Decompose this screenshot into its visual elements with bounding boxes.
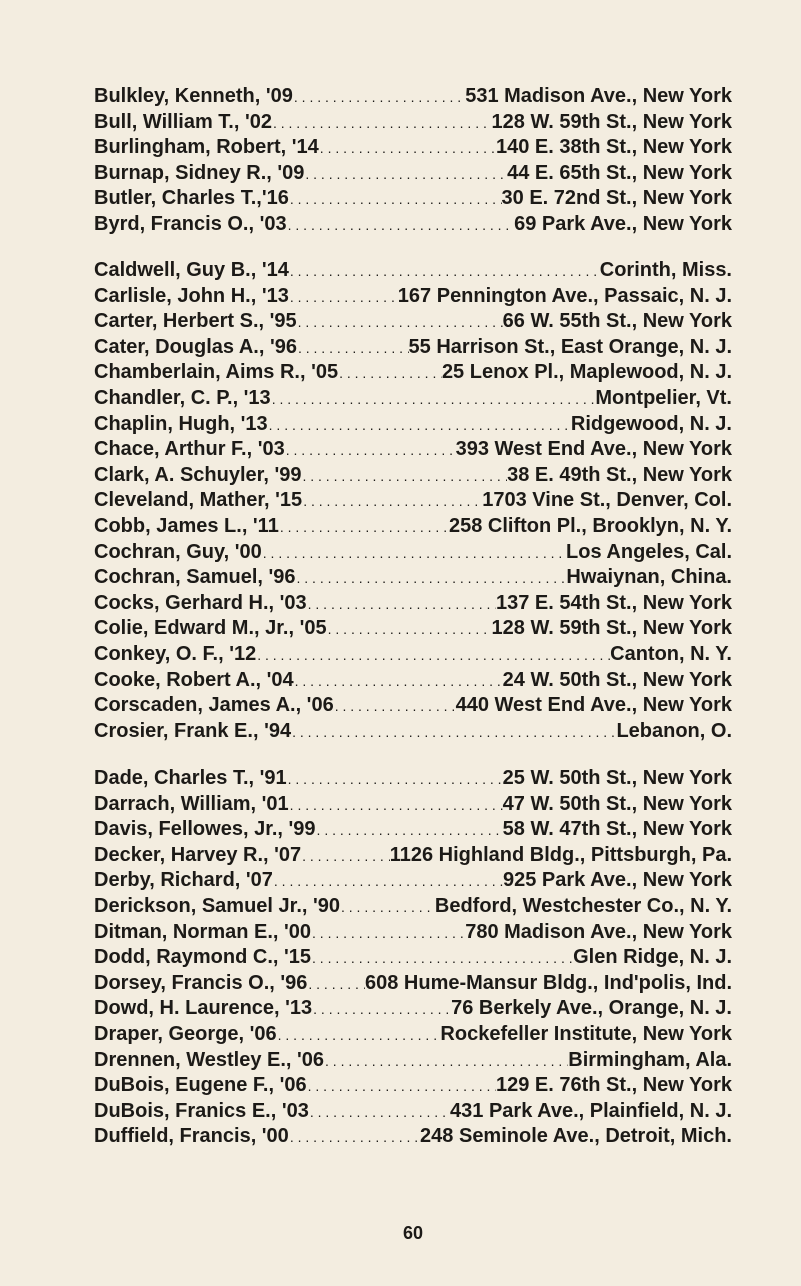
dot-leader: [289, 186, 502, 212]
entry-name: Chace, Arthur F., '03: [94, 438, 285, 461]
dot-leader: [309, 1099, 450, 1125]
dot-leader: [291, 719, 616, 745]
dot-leader: [340, 894, 435, 920]
directory-entry: [94, 212, 732, 238]
directory-entry: [94, 135, 732, 161]
directory-entry: [94, 894, 732, 920]
directory-entry: [94, 843, 732, 869]
entry-name: Derby, Richard, '07: [94, 869, 273, 892]
entry-address: 531 Madison Ave., New York: [465, 85, 732, 107]
entry-name: Cochran, Guy, '00: [94, 540, 262, 563]
dot-leader: [307, 591, 496, 617]
entry-name: Dowd, H. Laurence, '13: [94, 997, 313, 1020]
dot-leader: [301, 463, 507, 489]
dot-leader: [311, 945, 573, 971]
entry-group-c: [94, 258, 732, 744]
directory-entry: [94, 110, 732, 136]
directory-entry: [94, 1099, 732, 1125]
directory-entry: [94, 945, 732, 971]
entry-name: Ditman, Norman E., '00: [94, 920, 312, 943]
dot-leader: [311, 920, 465, 946]
dot-leader: [273, 868, 503, 894]
entry-address: Lebanon, O.: [616, 719, 732, 742]
entry-address: 47 W. 50th St., New York: [502, 792, 732, 815]
directory-entry: [94, 463, 732, 489]
directory-entry: [94, 437, 732, 463]
directory-entry: [94, 258, 732, 284]
directory-entry: [94, 284, 732, 310]
entry-name: Burnap, Sidney R., '09: [94, 161, 305, 184]
entry-address: Montpelier, Vt.: [595, 386, 732, 409]
directory-entry: [94, 1073, 732, 1099]
entry-address: 258 Clifton Pl., Brooklyn, N. Y.: [448, 514, 732, 537]
entry-address: 129 E. 76th St., New York: [495, 1074, 732, 1097]
dot-leader: [324, 1048, 568, 1074]
dot-leader: [272, 110, 492, 136]
entry-name: Darrach, William, '01: [94, 792, 289, 815]
dot-leader: [277, 1022, 441, 1048]
entry-name: Dade, Charles T., '91: [94, 767, 287, 789]
entry-name: Decker, Harvey R., '07: [94, 843, 302, 866]
entry-name: Bull, William T., '02: [94, 110, 272, 133]
dot-leader: [289, 258, 600, 284]
directory-entry: [94, 565, 732, 591]
directory-entry: [94, 996, 732, 1022]
entry-group-b: [94, 84, 732, 238]
entry-address: 1703 Vine St., Denver, Col.: [482, 489, 732, 512]
entry-name: Conkey, O. F., '12: [94, 642, 257, 665]
dot-leader: [289, 792, 503, 818]
entry-name: Carlisle, John H., '13: [94, 284, 289, 307]
dot-leader: [302, 488, 482, 514]
entry-address: 128 W. 59th St., New York: [491, 110, 732, 133]
entry-name: Byrd, Francis O., '03: [94, 212, 287, 235]
entry-address: 1126 Highland Bldg., Pittsburgh, Pa.: [389, 843, 732, 866]
entry-address: 128 W. 59th St., New York: [491, 617, 732, 640]
directory-entry: [94, 335, 732, 361]
dot-leader: [279, 514, 449, 540]
directory-entry: [94, 693, 732, 719]
entry-name: Colie, Edward M., Jr., '05: [94, 617, 327, 640]
entry-address: 76 Berkely Ave., Orange, N. J.: [451, 997, 732, 1020]
entry-address: Hwaiynan, China.: [566, 566, 732, 589]
dot-leader: [287, 212, 514, 238]
entry-name: Dorsey, Francis O., '96: [94, 971, 308, 994]
entry-address: 431 Park Ave., Plainfield, N. J.: [450, 1099, 732, 1122]
entry-name: Cochran, Samuel, '96: [94, 566, 296, 589]
directory-entry: [94, 412, 732, 438]
dot-leader: [256, 642, 610, 668]
entry-address: 30 E. 72nd St., New York: [501, 187, 732, 210]
directory-entry: [94, 868, 732, 894]
dot-leader: [338, 360, 442, 386]
entry-address: 25 W. 50th St., New York: [502, 767, 732, 789]
entry-name: Chandler, C. P., '13: [94, 386, 271, 409]
directory-entry: [94, 309, 732, 335]
directory-entry: [94, 1048, 732, 1074]
directory-entry: [94, 1022, 732, 1048]
entry-address: 25 Lenox Pl., Maplewood, N. J.: [441, 361, 732, 384]
entry-name: Corscaden, James A., '06: [94, 694, 334, 717]
directory-page: [94, 0, 732, 1286]
entry-name: Clark, A. Schuyler, '99: [94, 463, 302, 486]
entry-address: 167 Pennington Ave., Passaic, N. J.: [397, 284, 732, 307]
directory-entry: [94, 817, 732, 843]
entry-name: Chaplin, Hugh, '13: [94, 412, 268, 435]
dot-leader: [268, 412, 571, 438]
entry-address: 248 Seminole Ave., Detroit, Mich.: [420, 1125, 732, 1148]
directory-entry: [94, 971, 732, 997]
dot-leader: [307, 1073, 496, 1099]
directory-entry: [94, 642, 732, 668]
entry-address: 55 Harrison St., East Orange, N. J.: [408, 335, 732, 358]
directory-entry: [94, 540, 732, 566]
dot-leader: [287, 766, 503, 792]
entry-name: Davis, Fellowes, Jr., '99: [94, 818, 316, 841]
dot-leader: [285, 437, 456, 463]
dot-leader: [271, 386, 596, 412]
entry-address: 44 E. 65th St., New York: [507, 161, 732, 184]
entry-name: Chamberlain, Aims R., '05: [94, 361, 339, 384]
entry-address: Ridgewood, N. J.: [570, 412, 732, 435]
entry-address: 66 W. 55th St., New York: [502, 310, 732, 333]
directory-entry: [94, 84, 732, 110]
entry-address: Los Angeles, Cal.: [566, 540, 732, 563]
entry-name: Cooke, Robert A., '04: [94, 668, 294, 691]
dot-leader: [294, 668, 503, 694]
directory-entry: [94, 386, 732, 412]
entry-name: Cocks, Gerhard H., '03: [94, 591, 307, 614]
directory-entry: [94, 186, 732, 212]
dot-leader: [307, 971, 365, 997]
entry-name: Cater, Douglas A., '96: [94, 335, 297, 358]
directory-entry: [94, 514, 732, 540]
entry-name: Carter, Herbert S., '95: [94, 310, 297, 333]
entry-address: 24 W. 50th St., New York: [502, 668, 732, 691]
directory-entry: [94, 1124, 732, 1150]
dot-leader: [262, 540, 566, 566]
entry-address: 608 Hume-Mansur Bldg., Ind'polis, Ind.: [364, 971, 732, 994]
entry-name: Duffield, Francis, '00: [94, 1125, 289, 1148]
entry-name: Cobb, James L., '11: [94, 514, 279, 537]
entry-address: Corinth, Miss.: [599, 259, 732, 281]
directory-entry: [94, 920, 732, 946]
entry-address: Canton, N. Y.: [610, 642, 732, 665]
entry-address: 58 W. 47th St., New York: [502, 818, 732, 841]
dot-leader: [327, 616, 492, 642]
directory-entry: [94, 719, 732, 745]
entry-name: Crosier, Frank E., '94: [94, 719, 292, 742]
page-number: 60: [402, 1223, 424, 1243]
entry-address: 925 Park Ave., New York: [502, 869, 732, 892]
entry-address: Rockefeller Institute, New York: [440, 1022, 732, 1045]
directory-entry: [94, 488, 732, 514]
dot-leader: [297, 335, 409, 361]
entry-name: Caldwell, Guy B., '14: [94, 259, 289, 281]
directory-entry: [94, 360, 732, 386]
entry-address: 393 West End Ave., New York: [455, 438, 732, 461]
directory-entry: [94, 792, 732, 818]
dot-leader: [304, 161, 507, 187]
entry-address: 440 West End Ave., New York: [455, 694, 732, 717]
dot-leader: [301, 843, 390, 869]
dot-leader: [297, 309, 503, 335]
dot-leader: [289, 284, 398, 310]
entry-address: Birmingham, Ala.: [568, 1048, 732, 1071]
directory-entry: [94, 161, 732, 187]
entry-address: 38 E. 49th St., New York: [507, 463, 732, 486]
entry-address: 69 Park Ave., New York: [514, 212, 732, 235]
dot-leader: [289, 1124, 420, 1150]
directory-entry: [94, 668, 732, 694]
entry-name: Derickson, Samuel Jr., '90: [94, 894, 340, 917]
dot-leader: [312, 996, 451, 1022]
entry-name: Draper, George, '06: [94, 1022, 277, 1045]
directory-entry: [94, 766, 732, 792]
entry-address: 137 E. 54th St., New York: [495, 591, 732, 614]
entry-address: 780 Madison Ave., New York: [465, 920, 732, 943]
entry-name: Butler, Charles T.,'16: [94, 187, 289, 210]
dot-leader: [296, 565, 567, 591]
directory-entry: [94, 616, 732, 642]
directory-entry: [94, 591, 732, 617]
entry-name: Cleveland, Mather, '15: [94, 489, 303, 512]
entry-group-d: [94, 766, 732, 1150]
entry-address: Bedford, Westchester Co., N. Y.: [434, 894, 732, 917]
entry-name: DuBois, Eugene F., '06: [94, 1074, 307, 1097]
entry-address: Glen Ridge, N. J.: [573, 946, 732, 969]
dot-leader: [334, 693, 456, 719]
entry-name: DuBois, Franics E., '03: [94, 1099, 309, 1122]
dot-leader: [293, 84, 465, 110]
entry-name: Drennen, Westley E., '06: [94, 1048, 325, 1071]
entry-name: Burlingham, Robert, '14: [94, 136, 319, 159]
dot-leader: [319, 135, 496, 161]
dot-leader: [316, 817, 503, 843]
entry-address: 140 E. 38th St., New York: [495, 136, 732, 159]
entry-name: Bulkley, Kenneth, '09: [94, 85, 293, 107]
entry-name: Dodd, Raymond C., '15: [94, 946, 312, 969]
